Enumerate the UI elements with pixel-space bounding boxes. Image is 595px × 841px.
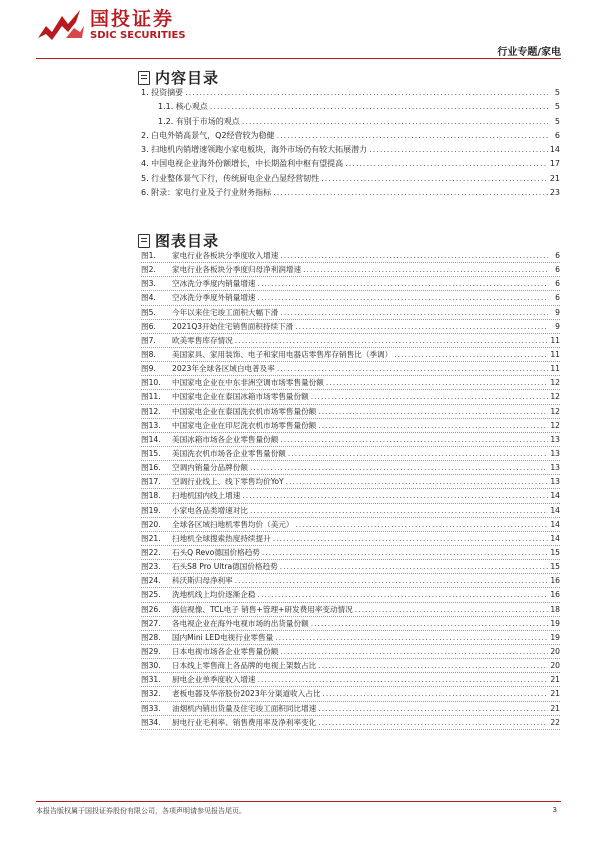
figure-label: 扫地机国内线上增速 xyxy=(172,491,241,501)
dot-leader xyxy=(280,249,548,262)
figure-entry[interactable] xyxy=(141,277,560,291)
figure-entry[interactable] xyxy=(141,447,560,461)
figure-number: 图23. xyxy=(141,562,161,572)
dot-leader xyxy=(258,291,548,304)
figure-number: 图16. xyxy=(141,463,161,473)
figure-label: 中国家电企业在中东非洲空调市场零售量份额 xyxy=(172,378,324,388)
dot-leader xyxy=(280,433,548,446)
figure-label: 空冰洗分季度内销量增速 xyxy=(172,279,256,289)
figure-page: 6 xyxy=(555,293,560,303)
figure-page: 11 xyxy=(550,335,560,345)
figure-page: 6 xyxy=(555,279,560,289)
figure-page: 6 xyxy=(555,265,560,275)
figure-entry[interactable] xyxy=(141,504,560,518)
figure-label: 中国家电企业在泰国洗衣机市场零售量份额 xyxy=(172,406,317,416)
figure-entry[interactable] xyxy=(141,532,560,546)
figure-label: 石头S8 Pro Ultra德国价格趋势 xyxy=(172,562,278,572)
figure-page: 6 xyxy=(555,251,560,260)
figure-label: 老板电器及华帝股份2023年分渠道收入占比 xyxy=(172,689,321,699)
figure-number: 图33. xyxy=(141,703,161,713)
figure-page: 14 xyxy=(550,519,560,529)
figure-label: 空调行业线上、线下零售均价YoY xyxy=(172,477,284,487)
figure-number: 图6. xyxy=(141,321,156,331)
figure-page: 21 xyxy=(550,703,560,713)
figure-number: 图21. xyxy=(141,533,161,543)
figure-page: 11 xyxy=(550,349,560,359)
dot-leader xyxy=(280,306,548,319)
figure-label: 日本电视市场各企业零售量份额 xyxy=(172,646,279,656)
figure-page: 21 xyxy=(550,689,560,699)
figure-label: 2021Q3开始住宅销售面积持续下滑 xyxy=(172,321,294,331)
figure-entry[interactable] xyxy=(141,362,560,376)
figure-entry[interactable] xyxy=(141,702,560,716)
figure-entry[interactable] xyxy=(141,489,560,503)
toc-title-text: 内容目录 xyxy=(155,69,220,87)
figure-number: 图13. xyxy=(141,420,161,430)
page-header xyxy=(0,0,595,60)
figure-number: 图4. xyxy=(141,293,156,303)
figure-number: 图22. xyxy=(141,547,161,557)
figure-page: 12 xyxy=(550,392,560,402)
figure-number: 图9. xyxy=(141,364,156,374)
figure-number: 图20. xyxy=(141,519,161,529)
document-icon xyxy=(138,234,150,248)
figure-label: 日本线上零售商上各品牌的电视上架数占比 xyxy=(172,661,317,671)
figure-page: 18 xyxy=(550,604,560,614)
figure-page: 13 xyxy=(550,477,560,487)
figure-entry[interactable] xyxy=(141,673,560,687)
figure-label: 全球各区域扫地机零售均价（美元） xyxy=(172,519,294,529)
dot-leader xyxy=(288,447,548,460)
dot-leader xyxy=(235,334,548,347)
figure-page: 19 xyxy=(550,618,560,628)
dot-leader xyxy=(250,504,548,517)
figure-label: 小家电各品类增速对比 xyxy=(172,505,248,515)
dot-leader xyxy=(280,645,548,658)
figures-title xyxy=(138,230,219,251)
list-of-figures xyxy=(141,249,560,730)
figure-label: 石头Q Revo德国价格趋势 xyxy=(172,547,260,557)
dot-leader xyxy=(275,631,548,644)
dot-leader xyxy=(321,172,548,186)
toc-entry-label: 1.2. 有别于市场的观点 xyxy=(158,116,240,126)
dot-leader xyxy=(318,405,548,418)
logo-cn-text: 国投证券 xyxy=(90,8,175,30)
figure-entry[interactable] xyxy=(141,405,560,419)
figure-label: 空调内销量分品牌份额 xyxy=(172,463,248,473)
page-number: 3 xyxy=(552,806,557,814)
dot-leader xyxy=(273,532,548,545)
figure-label: 科沃斯归母净利率 xyxy=(172,576,233,586)
figure-entry[interactable] xyxy=(141,687,560,701)
toc-title xyxy=(138,67,219,88)
dot-leader xyxy=(258,588,548,601)
dot-leader xyxy=(250,461,548,474)
figure-number: 图30. xyxy=(141,661,161,671)
figure-label: 中国家电企业在印尼洗衣机市场零售量份额 xyxy=(172,420,317,430)
dot-leader xyxy=(258,673,548,686)
toc-entry-page: 17 xyxy=(549,159,560,169)
dot-leader xyxy=(355,603,548,616)
toc-entry-page: 5 xyxy=(554,102,560,112)
figure-number: 图10. xyxy=(141,378,161,388)
figure-label: 厨电企业单季度收入增速 xyxy=(172,675,256,685)
figure-entry[interactable] xyxy=(141,659,560,673)
dot-leader xyxy=(210,100,548,114)
figure-number: 图18. xyxy=(141,491,161,501)
dot-leader xyxy=(235,574,548,587)
figure-page: 9 xyxy=(555,321,560,331)
figure-page: 20 xyxy=(550,661,560,671)
document-icon xyxy=(138,71,150,85)
toc-entry-label: 1.1. 核心观点 xyxy=(158,102,208,112)
toc-entry[interactable] xyxy=(141,157,560,171)
footer-divider xyxy=(36,801,561,802)
figure-number: 图1. xyxy=(141,251,156,260)
toc-entry-page: 14 xyxy=(549,145,560,155)
dot-leader xyxy=(242,489,548,502)
figure-number: 图11. xyxy=(141,392,161,402)
figure-label: 厨电行业毛利率、销售费用率及净利率变化 xyxy=(172,717,317,727)
figure-label: 各电视企业在海外电视市场的出货量份额 xyxy=(172,618,309,628)
dot-leader xyxy=(295,320,548,333)
dot-leader xyxy=(318,419,548,432)
figure-number: 图24. xyxy=(141,576,161,586)
figure-entry[interactable] xyxy=(141,588,560,602)
figure-label: 海信视像、TCL电子 销售+管理+研发费用率变动情况 xyxy=(172,604,353,614)
figure-entry[interactable] xyxy=(141,631,560,645)
header-divider xyxy=(36,58,561,59)
figure-number: 图31. xyxy=(141,675,161,685)
figure-entry[interactable] xyxy=(141,249,560,263)
figure-label: 美国洗衣机市场各企业零售量份额 xyxy=(172,448,286,458)
figure-label: 2023年全球各区域白电普及率 xyxy=(172,364,275,374)
figure-page: 14 xyxy=(550,533,560,543)
figure-label: 空冰洗分季度外销量增速 xyxy=(172,293,256,303)
figure-label: 油烟机内销出货量及住宅竣工面积同比增速 xyxy=(172,703,317,713)
toc-entry-page: 5 xyxy=(554,88,560,97)
figure-label: 扫地机全球搜索热度持续提升 xyxy=(172,533,271,543)
figure-entry[interactable] xyxy=(141,574,560,588)
company-logo xyxy=(36,8,186,42)
figure-number: 图32. xyxy=(141,689,161,699)
dot-leader xyxy=(311,390,548,403)
figure-number: 图14. xyxy=(141,434,161,444)
figure-entry[interactable] xyxy=(141,433,560,447)
figure-entry[interactable] xyxy=(141,645,560,659)
report-category: 行业专题/家电 xyxy=(497,47,561,58)
figure-page: 20 xyxy=(550,646,560,656)
dot-leader xyxy=(286,475,548,488)
figure-number: 图7. xyxy=(141,335,156,345)
figure-page: 16 xyxy=(550,590,560,600)
toc-entry-label: 4. 中国电视企业海外份额增长，中长期盈利中枢有望提高 xyxy=(141,159,344,169)
figure-entry[interactable] xyxy=(141,291,560,305)
figure-page: 12 xyxy=(550,420,560,430)
dot-leader xyxy=(242,115,548,129)
figure-number: 图19. xyxy=(141,505,161,515)
figure-page: 15 xyxy=(550,562,560,572)
figure-label: 美国家具、家用装饰、电子和家用电器店零售库存销售比（季调） xyxy=(172,349,393,359)
footer-disclaimer: 本报告版权属于国投证券股份有限公司，各项声明请参见报告尾页。 xyxy=(36,807,246,815)
figure-number: 图15. xyxy=(141,448,161,458)
figure-page: 9 xyxy=(555,307,560,317)
dot-leader xyxy=(277,362,548,375)
toc-entry-label: 2. 白电外销高景气，Q2经营较为稳健 xyxy=(141,130,275,140)
figure-entry[interactable] xyxy=(141,419,560,433)
figure-page: 13 xyxy=(550,434,560,444)
figure-number: 图17. xyxy=(141,477,161,487)
figure-entry[interactable] xyxy=(141,518,560,532)
toc-entry[interactable] xyxy=(141,115,560,129)
toc-entry-label: 6. 附录：家电行业及子行业财务指标 xyxy=(141,188,272,198)
figure-page: 19 xyxy=(550,632,560,642)
figure-page: 12 xyxy=(550,378,560,388)
figures-title-text: 图表目录 xyxy=(155,232,220,250)
figure-number: 图2. xyxy=(141,265,156,275)
figure-page: 13 xyxy=(550,463,560,473)
figure-entry[interactable] xyxy=(141,617,560,631)
toc-entry-label: 5. 行业整体景气下行，传统厨电企业凸显经营韧性 xyxy=(141,173,320,183)
dot-leader xyxy=(322,687,548,700)
figure-page: 16 xyxy=(550,576,560,586)
figure-label: 今年以来住宅竣工面积大幅下滑 xyxy=(172,307,279,317)
toc-entry-label: 1. 投资摘要 xyxy=(141,88,184,97)
figure-label: 洗地机线上均价逐渐企稳 xyxy=(172,590,256,600)
figure-number: 图8. xyxy=(141,349,156,359)
dot-leader xyxy=(185,86,548,100)
toc-entry[interactable] xyxy=(141,129,560,143)
dot-leader xyxy=(394,348,548,361)
logo-mark-icon xyxy=(36,8,86,42)
figure-page: 22 xyxy=(550,717,560,727)
dot-leader xyxy=(318,659,548,672)
figure-label: 欧美零售库存情况 xyxy=(172,335,233,345)
figure-number: 图12. xyxy=(141,406,161,416)
toc-entry-label: 3. 扫地机内销增速领跑小家电板块，海外市场仍有较大拓展潜力 xyxy=(141,145,368,155)
figure-entry[interactable] xyxy=(141,376,560,390)
figure-entry[interactable] xyxy=(141,560,560,574)
figure-label: 国内Mini LED电视行业零售量 xyxy=(172,632,274,642)
figure-number: 图26. xyxy=(141,604,161,614)
toc-entry-page: 23 xyxy=(549,188,560,198)
dot-leader xyxy=(277,129,548,143)
toc-entry-page: 21 xyxy=(549,173,560,183)
logo-en-text: SDIC SECURITIES xyxy=(90,30,186,41)
figure-page: 15 xyxy=(550,547,560,557)
figure-entry[interactable] xyxy=(141,320,560,334)
figure-entry[interactable] xyxy=(141,263,560,277)
dot-leader xyxy=(258,277,548,290)
toc-entry[interactable] xyxy=(141,86,560,100)
figure-page: 12 xyxy=(550,406,560,416)
figure-entry[interactable] xyxy=(141,475,560,489)
figure-entry[interactable] xyxy=(141,461,560,475)
figure-entry[interactable] xyxy=(141,348,560,362)
figure-number: 图5. xyxy=(141,307,156,317)
figure-entry[interactable] xyxy=(141,334,560,348)
figure-entry[interactable] xyxy=(141,306,560,320)
figure-page: 21 xyxy=(550,675,560,685)
figure-entry[interactable] xyxy=(141,546,560,560)
dot-leader xyxy=(311,617,548,630)
toc-entry[interactable] xyxy=(141,100,560,114)
figure-number: 图3. xyxy=(141,279,156,289)
dot-leader xyxy=(318,702,548,715)
figure-label: 家电行业各板块分季度归母净利润增速 xyxy=(172,265,302,275)
figure-number: 图34. xyxy=(141,717,161,727)
figure-number: 图29. xyxy=(141,646,161,656)
figure-page: 14 xyxy=(550,491,560,501)
table-of-contents xyxy=(141,86,560,200)
dot-leader xyxy=(326,376,548,389)
figure-page: 14 xyxy=(550,505,560,515)
dot-leader xyxy=(369,143,548,157)
dot-leader xyxy=(273,186,548,200)
figure-number: 图28. xyxy=(141,632,161,642)
figure-entry[interactable] xyxy=(141,603,560,617)
figure-label: 家电行业各板块分季度收入增速 xyxy=(172,251,279,260)
figure-number: 图27. xyxy=(141,618,161,628)
figure-number: 图25. xyxy=(141,590,161,600)
toc-entry[interactable] xyxy=(141,186,560,200)
figure-label: 美国冰箱市场各企业零售量份额 xyxy=(172,434,279,444)
dot-leader xyxy=(318,716,548,729)
dot-leader xyxy=(280,560,548,573)
toc-entry-page: 5 xyxy=(554,116,560,126)
toc-entry[interactable] xyxy=(141,143,560,157)
figure-entry[interactable] xyxy=(141,390,560,404)
figure-label: 中国家电企业在泰国冰箱市场零售量份额 xyxy=(172,392,309,402)
toc-entry[interactable] xyxy=(141,172,560,186)
figure-entry[interactable] xyxy=(141,716,560,730)
toc-entry-page: 6 xyxy=(554,130,560,140)
dot-leader xyxy=(345,157,548,171)
figure-page: 11 xyxy=(550,364,560,374)
dot-leader xyxy=(262,546,548,559)
dot-leader xyxy=(303,263,548,276)
dot-leader xyxy=(296,518,549,531)
figure-page: 13 xyxy=(550,448,560,458)
